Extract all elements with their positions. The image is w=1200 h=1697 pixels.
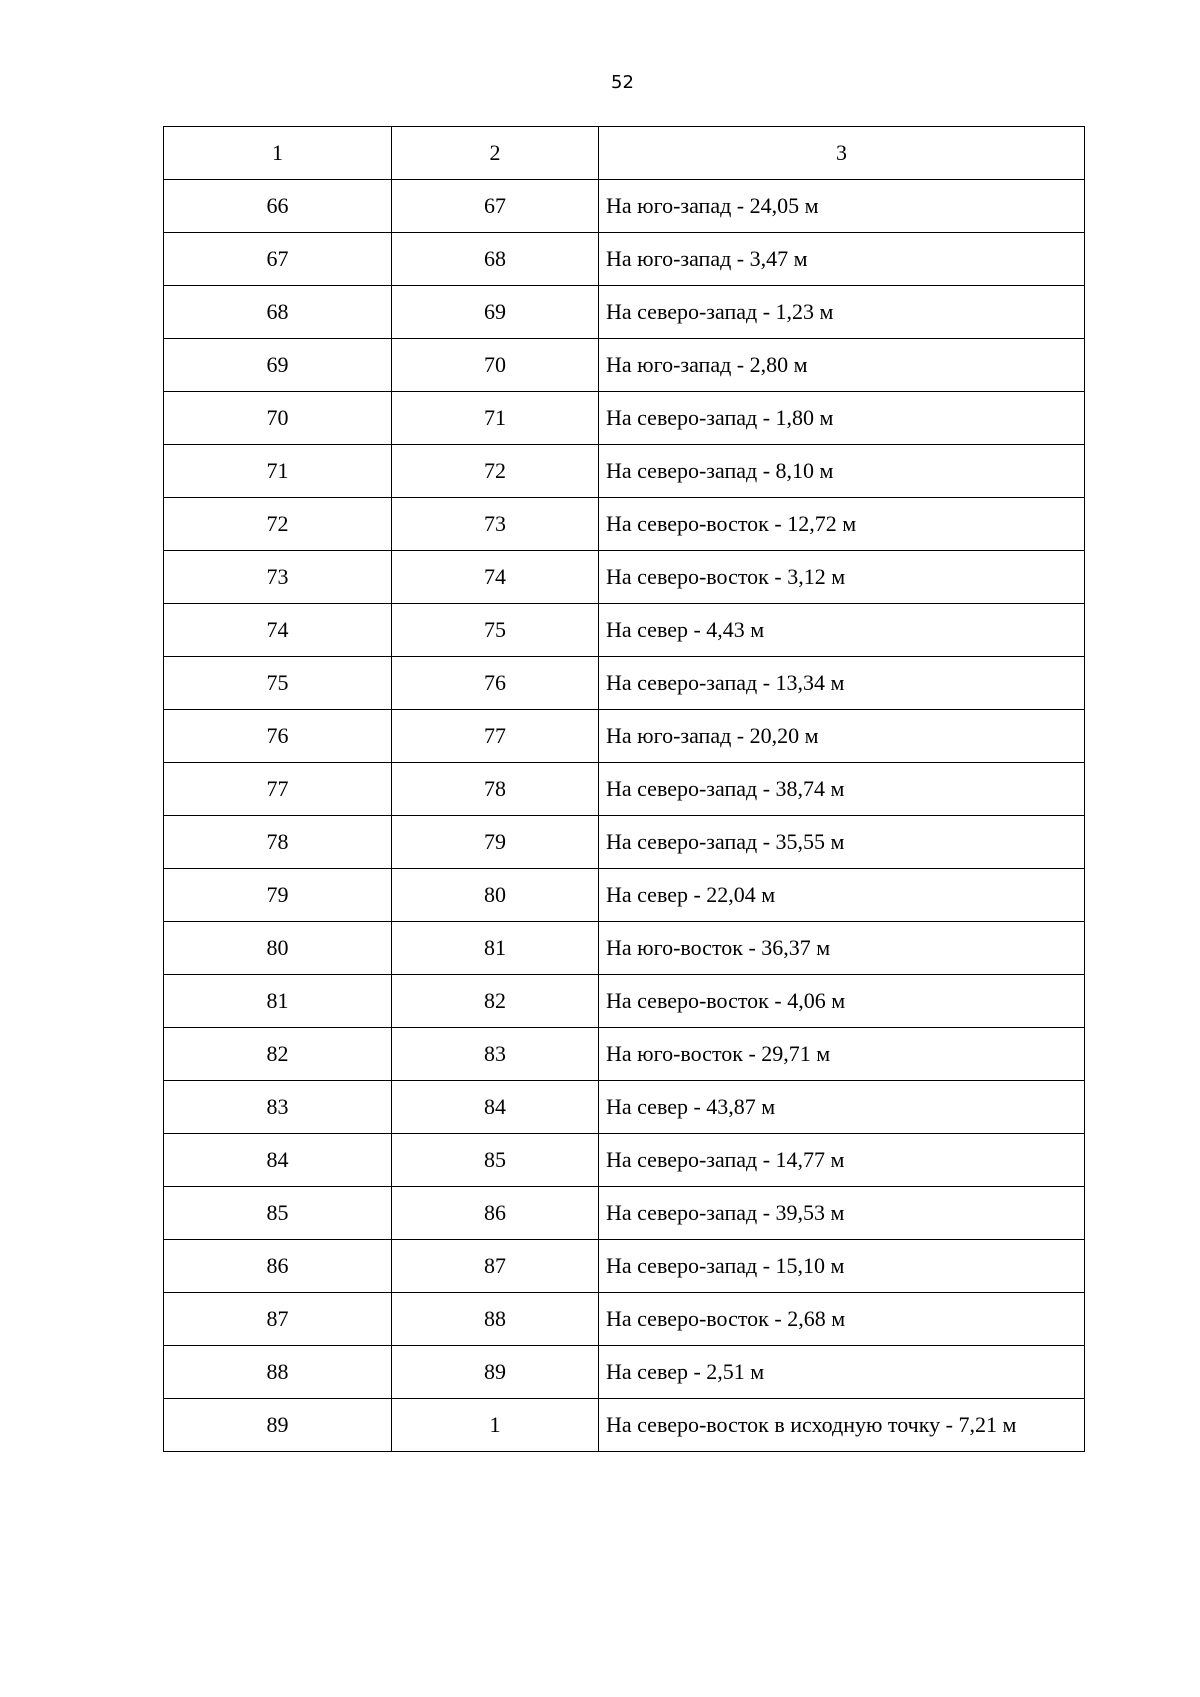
point-to-cell: 71 (392, 392, 599, 445)
point-to-cell: 79 (392, 816, 599, 869)
table-row (164, 498, 1085, 551)
point-from-cell: 78 (164, 816, 392, 869)
header-cell-2: 2 (392, 127, 599, 180)
point-from-cell: 68 (164, 286, 392, 339)
point-to-cell: 88 (392, 1293, 599, 1346)
table-row (164, 657, 1085, 710)
header-cell-3: 3 (599, 127, 1085, 180)
point-to-cell: 81 (392, 922, 599, 975)
point-from-cell: 87 (164, 1293, 392, 1346)
point-to-cell: 67 (392, 180, 599, 233)
page-number: 52 (611, 72, 634, 93)
table-row (164, 869, 1085, 922)
table-row (164, 1028, 1085, 1081)
direction-distance-cell: На северо-запад - 39,53 м (599, 1187, 1085, 1240)
direction-distance-cell: На юго-запад - 2,80 м (599, 339, 1085, 392)
point-from-cell: 75 (164, 657, 392, 710)
point-to-cell: 70 (392, 339, 599, 392)
point-from-cell: 69 (164, 339, 392, 392)
point-to-cell: 89 (392, 1346, 599, 1399)
point-from-cell: 83 (164, 1081, 392, 1134)
direction-distance-cell: На юго-восток - 36,37 м (599, 922, 1085, 975)
direction-distance-cell: На север - 4,43 м (599, 604, 1085, 657)
direction-distance-cell: На юго-запад - 20,20 м (599, 710, 1085, 763)
point-from-cell: 66 (164, 180, 392, 233)
direction-distance-cell: На юго-запад - 24,05 м (599, 180, 1085, 233)
point-to-cell: 73 (392, 498, 599, 551)
point-from-cell: 88 (164, 1346, 392, 1399)
table-row (164, 1081, 1085, 1134)
direction-distance-cell: На северо-запад - 1,23 м (599, 286, 1085, 339)
table-row (164, 763, 1085, 816)
table-row (164, 339, 1085, 392)
table-row (164, 710, 1085, 763)
point-from-cell: 89 (164, 1399, 392, 1452)
point-to-cell: 76 (392, 657, 599, 710)
direction-distance-cell: На север - 22,04 м (599, 869, 1085, 922)
direction-distance-cell: На северо-восток - 12,72 м (599, 498, 1085, 551)
direction-distance-cell: На северо-запад - 1,80 м (599, 392, 1085, 445)
direction-distance-cell: На северо-восток - 2,68 м (599, 1293, 1085, 1346)
point-from-cell: 81 (164, 975, 392, 1028)
table-row (164, 922, 1085, 975)
direction-distance-cell: На северо-восток - 3,12 м (599, 551, 1085, 604)
table-row (164, 604, 1085, 657)
direction-distance-cell: На северо-запад - 13,34 м (599, 657, 1085, 710)
point-from-cell: 80 (164, 922, 392, 975)
table-row (164, 975, 1085, 1028)
point-to-cell: 75 (392, 604, 599, 657)
direction-distance-cell: На северо-восток в исходную точку - 7,21 м (599, 1399, 1085, 1452)
point-from-cell: 77 (164, 763, 392, 816)
direction-distance-cell: На северо-запад - 15,10 м (599, 1240, 1085, 1293)
table-row (164, 816, 1085, 869)
table-row (164, 1240, 1085, 1293)
point-to-cell: 74 (392, 551, 599, 604)
direction-distance-cell: На северо-запад - 8,10 м (599, 445, 1085, 498)
table-row (164, 1187, 1085, 1240)
point-to-cell: 84 (392, 1081, 599, 1134)
table-row (164, 1346, 1085, 1399)
point-from-cell: 72 (164, 498, 392, 551)
point-from-cell: 85 (164, 1187, 392, 1240)
direction-distance-cell: На северо-запад - 14,77 м (599, 1134, 1085, 1187)
header-cell-1: 1 (164, 127, 392, 180)
point-to-cell: 82 (392, 975, 599, 1028)
table-row (164, 233, 1085, 286)
point-to-cell: 86 (392, 1187, 599, 1240)
point-from-cell: 70 (164, 392, 392, 445)
table-row (164, 286, 1085, 339)
direction-distance-cell: На юго-запад - 3,47 м (599, 233, 1085, 286)
point-to-cell: 87 (392, 1240, 599, 1293)
point-from-cell: 76 (164, 710, 392, 763)
table-row (164, 551, 1085, 604)
direction-distance-cell: На северо-запад - 38,74 м (599, 763, 1085, 816)
point-to-cell: 77 (392, 710, 599, 763)
direction-distance-cell: На юго-восток - 29,71 м (599, 1028, 1085, 1081)
point-from-cell: 73 (164, 551, 392, 604)
point-from-cell: 74 (164, 604, 392, 657)
point-from-cell: 79 (164, 869, 392, 922)
point-to-cell: 1 (392, 1399, 599, 1452)
point-to-cell: 85 (392, 1134, 599, 1187)
table-row (164, 392, 1085, 445)
table-header-row (164, 127, 1085, 180)
point-from-cell: 67 (164, 233, 392, 286)
point-to-cell: 69 (392, 286, 599, 339)
direction-distance-cell: На северо-запад - 35,55 м (599, 816, 1085, 869)
point-from-cell: 84 (164, 1134, 392, 1187)
direction-distance-cell: На север - 2,51 м (599, 1346, 1085, 1399)
point-from-cell: 82 (164, 1028, 392, 1081)
table-row (164, 1134, 1085, 1187)
table-row (164, 445, 1085, 498)
direction-distance-cell: На север - 43,87 м (599, 1081, 1085, 1134)
direction-distance-cell: На северо-восток - 4,06 м (599, 975, 1085, 1028)
point-from-cell: 86 (164, 1240, 392, 1293)
point-to-cell: 72 (392, 445, 599, 498)
point-to-cell: 83 (392, 1028, 599, 1081)
table-row (164, 1399, 1085, 1452)
point-from-cell: 71 (164, 445, 392, 498)
point-to-cell: 68 (392, 233, 599, 286)
point-to-cell: 80 (392, 869, 599, 922)
boundary-table (163, 126, 1085, 1452)
table-row (164, 1293, 1085, 1346)
point-to-cell: 78 (392, 763, 599, 816)
table-row (164, 180, 1085, 233)
